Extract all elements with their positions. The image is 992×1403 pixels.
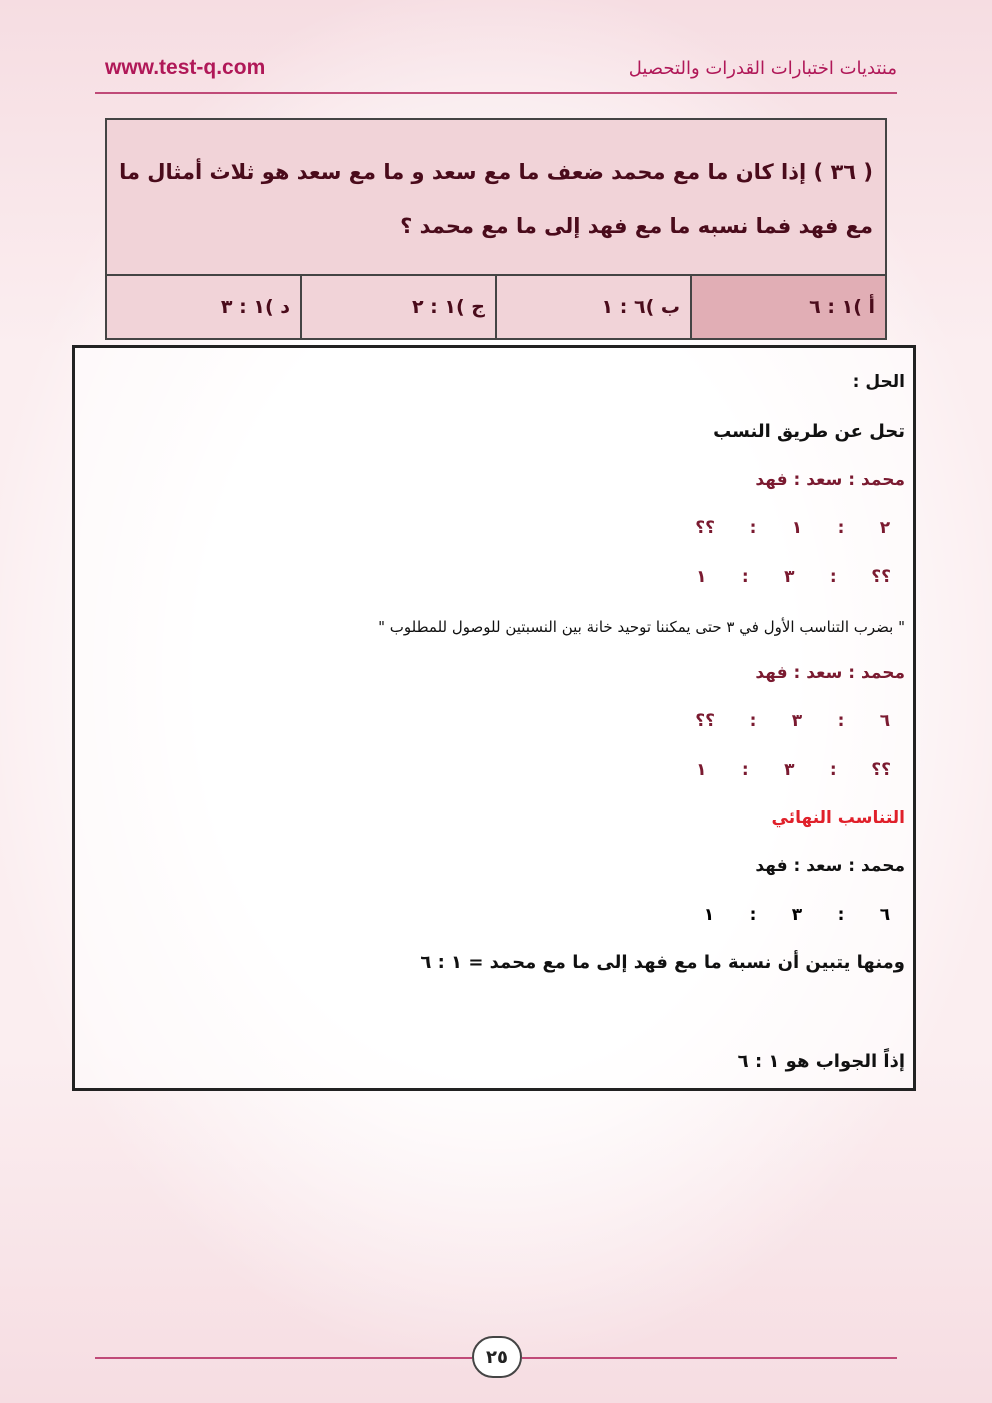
- ratio-value: ١: [696, 760, 707, 780]
- header-divider: [95, 92, 897, 94]
- option-b[interactable]: ب )٦ : ١: [496, 275, 691, 339]
- names-header: محمد : سعد : فهد: [755, 470, 905, 490]
- ratio-value: ١: [703, 905, 715, 925]
- ratio-sep: :: [837, 518, 845, 538]
- final-ratio-heading: التناسب النهائي: [771, 808, 905, 828]
- ratio-value: ١: [791, 518, 803, 538]
- ratio-sep: :: [749, 518, 757, 538]
- names-header-3: محمد : سعد : فهد: [755, 856, 905, 876]
- ratio-sep: :: [749, 905, 757, 925]
- site-url[interactable]: www.test-q.com: [105, 56, 266, 79]
- option-a[interactable]: أ )١ : ٦: [691, 275, 886, 339]
- footer-divider-right: [522, 1357, 897, 1359]
- option-c[interactable]: ج )١ : ٢: [301, 275, 496, 339]
- ratio-value: ١: [696, 567, 707, 587]
- ratio-sep: :: [741, 760, 749, 780]
- ratio-value: ؟؟: [871, 760, 891, 780]
- ratio-value: ؟؟: [871, 567, 891, 587]
- ratio-row-1: [695, 518, 891, 538]
- ratio-value: ٣: [791, 711, 803, 731]
- final-answer: إذاً الجواب هو ١ : ٦: [737, 1051, 905, 1072]
- question-line-2: مع فهد فما نسبه ما مع فهد إلى ما مع محمد ؟: [400, 214, 873, 238]
- multiply-note: " بضرب التناسب الأول في ٣ حتى يمكننا توحيد خانة بين النسبتين للوصول للمطلوب ": [378, 618, 905, 636]
- page-number: ٢٥: [472, 1336, 522, 1378]
- ratio-sep: :: [829, 567, 837, 587]
- ratio-sep: :: [837, 711, 845, 731]
- question-table: [105, 118, 887, 340]
- solution-heading: الحل :: [852, 372, 905, 392]
- ratio-sep: :: [749, 711, 757, 731]
- ratio-row-3: [695, 711, 891, 731]
- ratio-value: ٦: [879, 905, 891, 925]
- ratio-value: ٦: [879, 711, 891, 731]
- footer-divider-left: [95, 1357, 472, 1359]
- ratio-value: ٢: [879, 518, 891, 538]
- site-title: منتديات اختبارات القدرات والتحصيل: [628, 58, 897, 79]
- question-text: [106, 119, 886, 275]
- ratio-row-4: [695, 760, 891, 780]
- option-d[interactable]: د )١ : ٣: [106, 275, 301, 339]
- ratio-sep: :: [741, 567, 749, 587]
- question-line-1: ( ٣٦ ) إذا كان ما مع محمد ضعف ما مع سعد و ما مع سعد هو ثلاث أمثال ما: [119, 160, 873, 184]
- solution-box: [72, 345, 916, 1091]
- ratio-sep: :: [829, 760, 837, 780]
- ratio-value: ٣: [784, 760, 795, 780]
- page-header: [95, 52, 897, 92]
- ratio-value: ٣: [791, 905, 803, 925]
- ratio-value: ٣: [784, 567, 795, 587]
- ratio-row-2: [695, 567, 891, 587]
- names-header-2: محمد : سعد : فهد: [755, 663, 905, 683]
- conclusion-text: ومنها يتبين أن نسبة ما مع فهد إلى ما مع محمد = ١ : ٦: [420, 952, 905, 973]
- ratio-row-final: [703, 905, 891, 925]
- ratio-value: ؟؟: [695, 518, 715, 538]
- ratio-value: ؟؟: [695, 711, 715, 731]
- ratio-sep: :: [837, 905, 845, 925]
- solution-method: تحل عن طريق النسب: [713, 421, 905, 442]
